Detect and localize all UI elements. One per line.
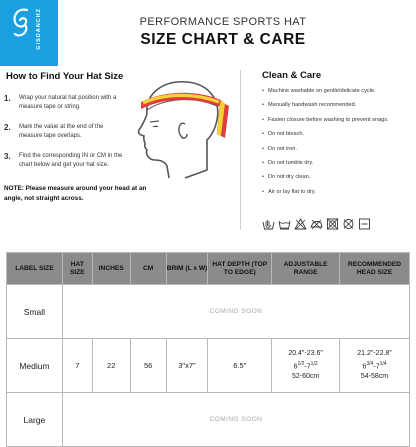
care-item: • Machine washable on gentle/delicate cycle. [262, 87, 412, 101]
step-text: Find the corresponding IN or CM in the chart below and get your hat size. [19, 153, 123, 168]
coming-soon-note: COMING SOON [62, 285, 409, 339]
measure-note: NOTE: Please measure around your head at an angle, not straight across. [4, 185, 147, 202]
range-inches: 21.2"-22.8" [357, 349, 392, 357]
hand-wash-icon [262, 218, 275, 230]
how-to-title: How to Find Your Hat Size [6, 71, 124, 82]
step-text: Mark the value at the end of the measure tape overlaps. [19, 124, 104, 139]
no-bleach-icon [294, 218, 307, 230]
table-cell: 22 [92, 339, 130, 393]
table-header-row [7, 253, 410, 285]
table-row [7, 393, 410, 447]
step-number: 2. [4, 123, 11, 132]
size-label: Large [7, 393, 63, 447]
table-row [7, 339, 410, 393]
step-number: 1. [4, 94, 11, 103]
section-divider [240, 70, 241, 230]
no-tumble-dry-icon [326, 218, 339, 230]
machine-wash-icon [278, 218, 291, 230]
care-item: • Manually handwash recommended. [262, 101, 412, 115]
step-2 [4, 123, 124, 141]
table-cell: 7 [62, 339, 92, 393]
size-label: Medium [7, 339, 63, 393]
care-item: • Do not iron. [262, 145, 412, 159]
adjustable-range-cell [272, 339, 340, 393]
coming-soon-note: COMING SOON [62, 393, 409, 447]
table-cell: 6.5" [208, 339, 272, 393]
care-list [262, 87, 412, 202]
range-hat-size: $6^{3/4}-7^{1/4}$ [362, 360, 387, 371]
table-cell: 56 [130, 339, 166, 393]
logo-wordmark: GISDANCHZ [36, 8, 42, 50]
page-subtitle: PERFORMANCE SPORTS HAT [139, 16, 307, 28]
no-dry-clean-icon [342, 218, 355, 230]
table-cell: 3"x7" [166, 339, 208, 393]
step-1 [4, 94, 124, 112]
head-measure-illustration [125, 74, 233, 182]
step-number: 3. [4, 152, 11, 161]
care-item: • Air or lay flat to dry. [262, 188, 412, 202]
table-row [7, 285, 410, 339]
care-title: Clean & Care [262, 70, 322, 81]
column-header: HAT DEPTH (TOP TO EDGE) [208, 253, 272, 285]
step-3 [4, 152, 124, 170]
column-header: HAT SIZE [62, 253, 92, 285]
column-header: RECOMMENDED HEAD SIZE [340, 253, 410, 285]
column-header: LABEL SIZE [7, 253, 63, 285]
column-header: CM [130, 253, 166, 285]
dry-flat-icon [358, 218, 371, 230]
step-text: Wrap your natural hat position with a measure tape or string. [19, 95, 117, 110]
care-item: • Do not bleach. [262, 130, 412, 144]
range-cm: 52-60cm [291, 373, 320, 381]
no-iron-icon [310, 218, 323, 230]
column-header: ADJUSTABLE RANGE [272, 253, 340, 285]
care-symbols [262, 218, 371, 230]
care-item: • Fasten closure before washing to prevent snags. [262, 116, 412, 130]
range-cm: 54-58cm [360, 373, 389, 381]
care-item: • Do not dry clean. [262, 173, 412, 187]
page-title: SIZE CHART & CARE [140, 31, 306, 48]
range-inches: 20.4"-23.6" [288, 349, 323, 357]
range-hat-size: $6^{1/2}-7^{1/2}$ [293, 360, 318, 371]
column-header: INCHES [92, 253, 130, 285]
column-header: BRIM (L x W) [166, 253, 208, 285]
care-item: • Do not tumble dry. [262, 159, 412, 173]
size-chart-table [6, 252, 410, 447]
size-label: Small [7, 285, 63, 339]
recommended-head-size-cell [340, 339, 410, 393]
